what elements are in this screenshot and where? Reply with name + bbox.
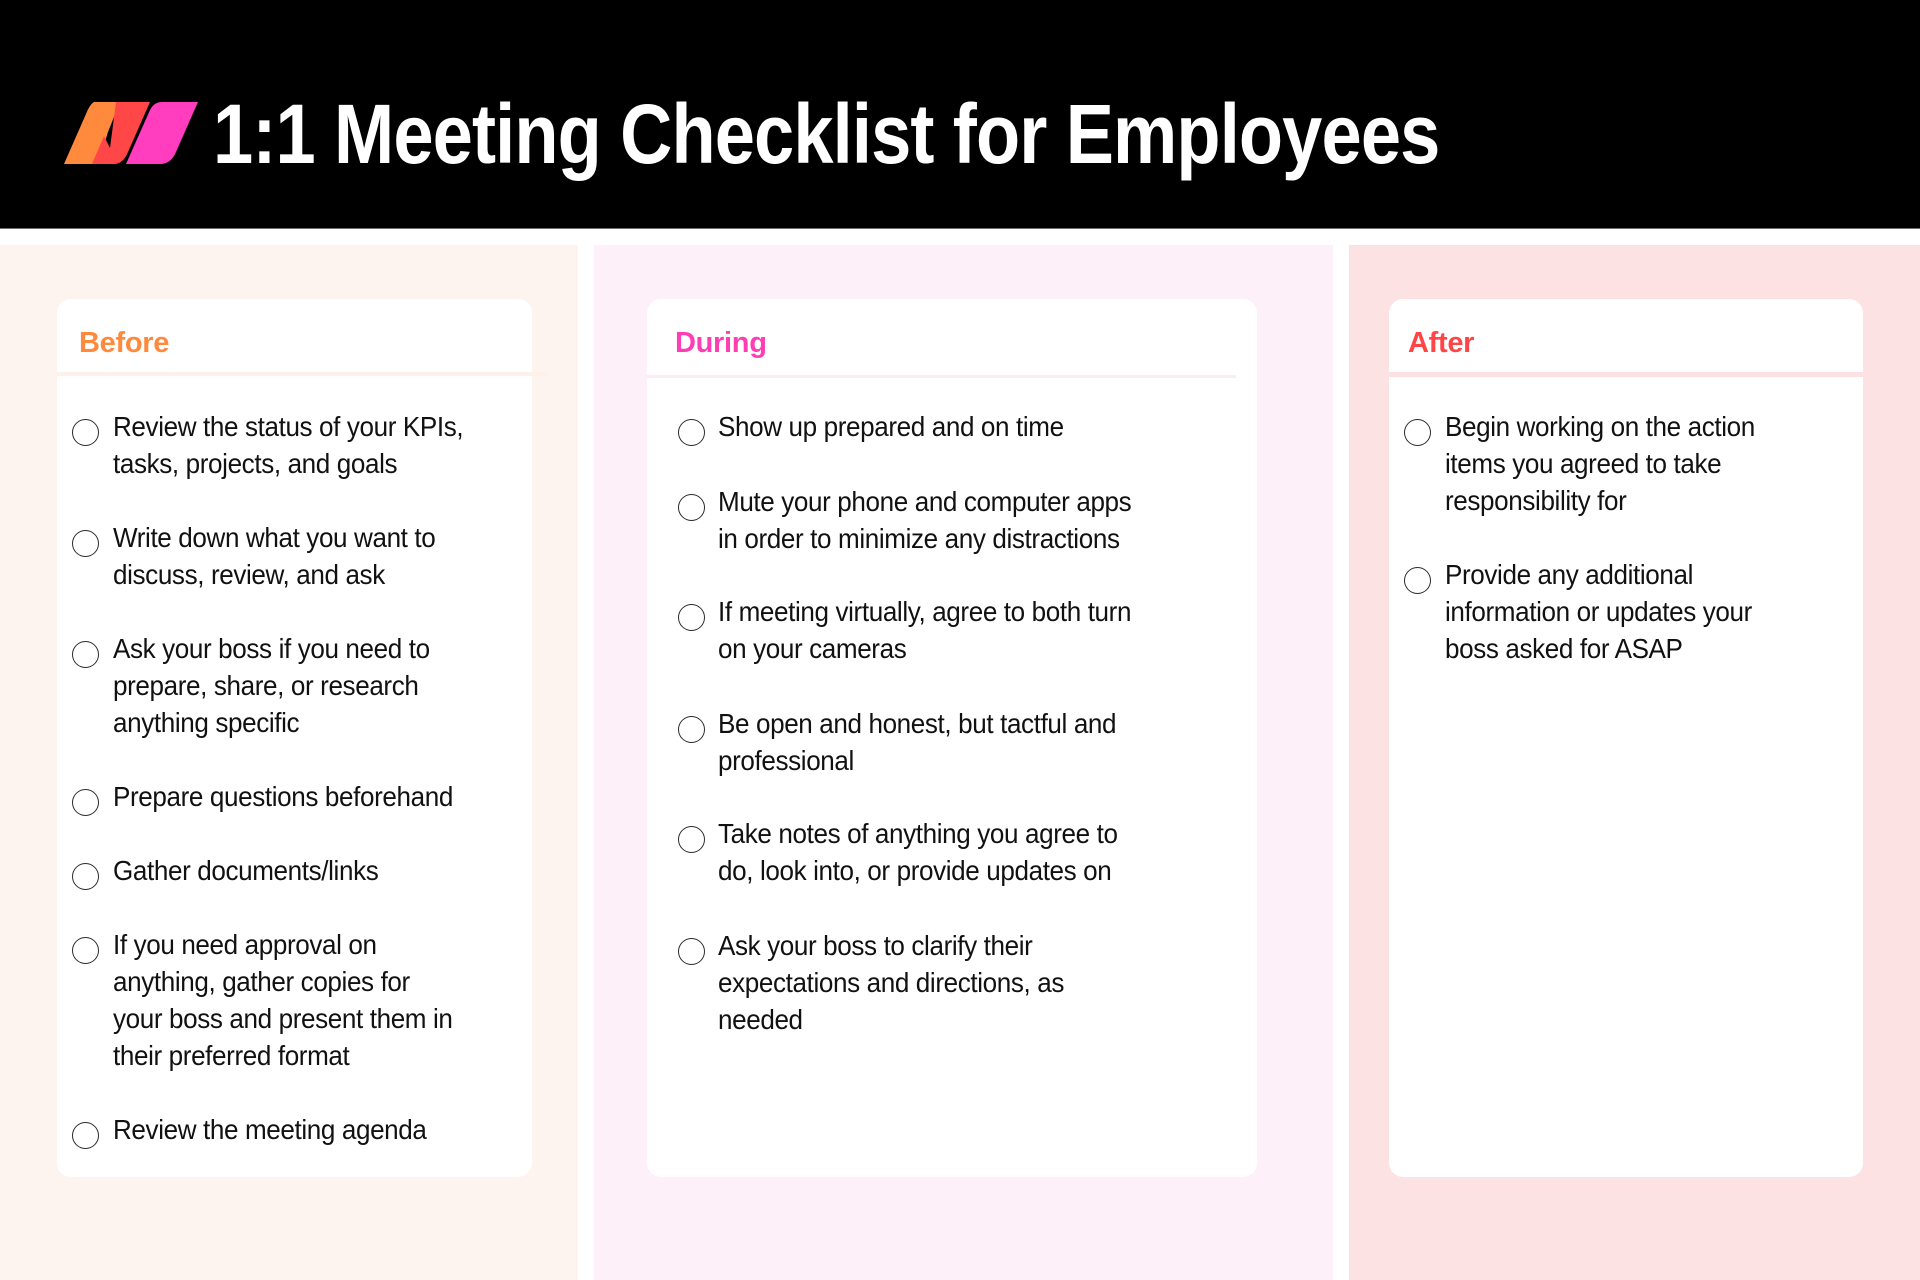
checkbox-circle-icon[interactable] [72,419,99,446]
checklist-item-text: If meeting virtually, agree to both turn on your cameras [718,596,1132,664]
during-checklist-card [647,299,1257,1177]
checkbox-circle-icon[interactable] [678,494,705,521]
after-title: After [1408,327,1475,359]
checkbox-circle-icon[interactable] [1404,419,1431,446]
checklist-item-text: Show up prepared and on time [718,411,1064,442]
checkbox-circle-icon[interactable] [678,938,705,965]
checklist-item-text: Ask your boss to clarify their expectations and directions, as needed [718,930,1065,1035]
checklist-item-text: Be open and honest, but tactful and professional [718,708,1117,776]
checkbox-circle-icon[interactable] [678,419,705,446]
checkbox-circle-icon[interactable] [678,826,705,853]
checklist-item-text: Mute your phone and computer apps in order to minimize any distractions [718,486,1132,554]
before-title: Before [79,327,170,359]
during-title: During [675,327,767,359]
checklist-item-text: If you need approval on anything, gather copies for your boss and present them in their preferred format [113,929,453,1071]
checkbox-circle-icon[interactable] [72,863,99,890]
during-divider [647,375,1236,378]
checkbox-circle-icon[interactable] [678,604,705,631]
brand-stripes-logo-icon [64,102,198,164]
checklist-item-text: Review the status of your KPIs, tasks, projects, and goals [113,411,464,479]
checklist-item-text: Begin working on the action items you agreed to take responsibility for [1445,411,1755,516]
checklist-item-text: Prepare questions beforehand [113,781,453,812]
checkbox-circle-icon[interactable] [72,530,99,557]
checklist-item-text: Ask your boss if you need to prepare, share, or research anything specific [113,633,430,738]
checklist-item-text: Gather documents/links [113,855,379,886]
checklist-item-text: Review the meeting agenda [113,1114,427,1145]
checklist-item-text: Write down what you want to discuss, review, and ask [113,522,436,590]
checkbox-circle-icon[interactable] [72,641,99,668]
before-checklist-card [57,299,532,1177]
checkbox-circle-icon[interactable] [678,716,705,743]
after-checklist-card [1389,299,1863,1177]
page-title: 1:1 Meeting Checklist for Employees [213,87,1440,181]
checkbox-circle-icon[interactable] [72,1122,99,1149]
checkbox-circle-icon[interactable] [72,789,99,816]
page-header [0,0,1920,229]
after-divider [1389,372,1863,377]
checklist-item-text: Take notes of anything you agree to do, look into, or provide updates on [718,818,1118,886]
checklist-item-text: Provide any additional information or updates your boss asked for ASAP [1445,559,1752,664]
checkbox-circle-icon[interactable] [1404,567,1431,594]
checkbox-circle-icon[interactable] [72,937,99,964]
before-divider [57,372,547,376]
